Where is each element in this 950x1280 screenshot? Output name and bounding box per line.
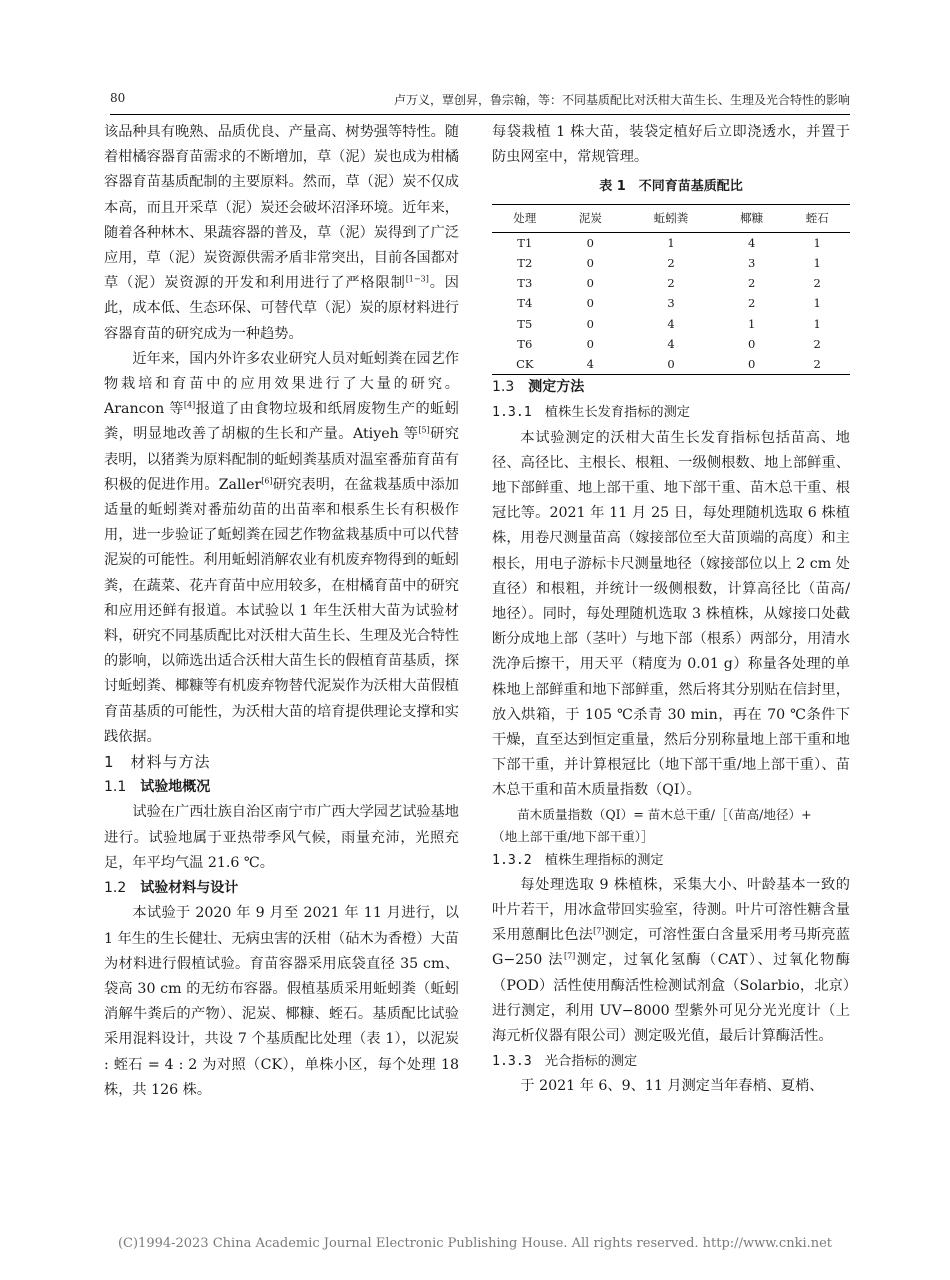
table-cell: 0 [586,336,594,351]
table-caption: 表 1 不同育苗基质配比 [599,179,743,195]
subsection-heading: 1.3 测定方法 [492,379,585,396]
table-cell: 0 [586,296,594,311]
paragraph: 每处理选取 9 株植株，采集大小、叶龄基本一致的叶片若干，用冰盒带回实验室，待测。叶片可溶性糖含量采用蒽酮比色法[7]测定，可溶性蛋白含量采用考马斯亮蓝 G−250 法[7]测定，过氧化氢酶（CAT）、过氧化物酶（POD）活性使用酶活性检测试剂盒（Solarbio，北京）进行测定，利用 UV−8000 型紫外可见分光光度计（上海元析仪器有限公司）测定吸光值，最后计算酶活性。 [492,876,850,1044]
table-row [492,273,850,293]
table-row [492,314,850,334]
table-header-cell: 蛭石 [784,204,850,232]
table-cell: T6 [517,336,533,351]
table-cell: T4 [517,296,533,311]
table-cell: 1 [813,256,821,271]
table-cell: 1 [667,235,675,250]
table-cell: T5 [517,316,533,331]
table-body [492,232,850,374]
table-row [492,334,850,354]
table-cell: 0 [747,336,756,351]
table-cell: 0 [586,235,594,250]
header-rule [110,114,850,115]
table-cell: 0 [623,354,719,375]
subsection-heading: 1.1 试验地概况 [104,779,211,796]
formula: 苗木质量指数（QI）= 苗木总干重/［（苗高/地径）+ [517,806,812,822]
left-column [104,120,459,1103]
table-header-cell: 泥炭 [558,204,624,232]
running-title: 卢万义，覃创昇，鲁宗翰，等：不同基质配比对沃柑大苗生长、生理及光合特性的影响 [393,93,850,107]
paragraph: 本试验测定的沃柑大苗生长发育指标包括苗高、地径、高径比、主根长、根粗、一级侧根数、地上部鲜重、地下部鲜重、地上部干重、地下部干重、苗木总干重、根冠比等。2021 年 11 月 25 日，每处理随机选取 6 株植株，用卷尺测量苗高（嫁接部位至大苗顶端的高度）和主根长，用电子游标卡尺测量地径（嫁接部位以上 2 cm 处直径）和根粗，并统计一级侧根数，计算高径比（苗高/地径）。同时，每处理随机选取 3 株植株，从嫁接口处截断分成地上部（茎叶）与地下部（根系）两部分，用清水洗净后擦干，用天平（精度为 0.01 g）称量各处理的单株地上部鲜重和地下部鲜重，然后将其分别贴在信封里，放入烘箱，于 105 ℃杀青 30 min，再在 70 ℃条件下干燥，直至达到恒定重量，然后分别称量地上部干重和地下部干重，并计算根冠比（地下部干重/地上部干重）、苗木总干重和苗木质量指数（QI）。 [492,429,850,799]
table-row [492,232,850,253]
paragraph: 每袋栽植 1 株大苗，装袋定植好后立即浇透水，并置于防虫网室中，常规管理。 [492,124,850,166]
copyright-footer: (C)1994-2023 China Academic Journal Electronic Publishing House. All rights reserved. http://www.cnki.net [117,1236,833,1251]
table-header-cell: 蚯蚓粪 [623,204,719,232]
subsubsection-heading: 1.3.2 植株生理指标的测定 [492,852,664,868]
table-cell: 1 [747,316,756,331]
table-cell: 0 [719,354,785,375]
paragraph: 该品种具有晚熟、品质优良、产量高、树势强等特性。随着柑橘容器育苗需求的不断增加，草（泥）炭也成为柑橘容器育苗基质配制的主要原料。然而，草（泥）炭不仅成本高，而且开采草（泥）炭还会破坏沼泽环境。近年来，随着各种林木、果蔬容器的普及，草（泥）炭得到了广泛应用，草（泥）炭资源供需矛盾非常突出，目前各国都对草（泥）炭资源的开发和利用进行了严格限制[1−3]。因此，成本低、生态环保、可替代草（泥）炭的原材料进行容器育苗的研究成为一种趋势。 [104,124,459,342]
table-cell: 2 [747,276,756,291]
table-cell: 2 [813,276,821,291]
table-cell: 3 [747,256,756,271]
table-cell: T2 [517,256,533,271]
table-header-row [492,204,850,232]
table-cell: T3 [517,276,533,291]
table-cell: 1 [813,296,821,311]
table-cell: 4 [747,235,756,250]
subsubsection-heading: 1.3.3 光合指标的测定 [492,1054,638,1070]
paragraph: 试验在广西壮族自治区南宁市广西大学园艺试验基地进行。试验地属于亚热带季风气候，雨量充沛，光照充足，年平均气温 21.6 ℃。 [104,804,459,871]
table-cell: 2 [667,256,675,271]
table-cell: T1 [517,235,533,250]
table-cell: 2 [784,354,850,375]
table-cell: 1 [813,235,821,250]
table-cell: 0 [586,276,594,291]
formula-continued: （地上部干重/地下部干重）］ [492,828,654,844]
table-cell: 4 [667,316,675,331]
table-cell: 2 [813,336,821,351]
table-cell: 2 [667,276,675,291]
running-header [110,91,850,113]
subsubsection-heading: 1.3.1 植株生长发育指标的测定 [492,405,690,421]
paragraph: 于 2021 年 6、9、11 月测定当年春梢、夏梢、 [520,1078,824,1095]
paragraph: 近年来，国内外许多农业研究人员对蚯蚓粪在园艺作物栽培和育苗中的应用效果进行了大量的研究。Arancon 等[4]报道了由食物垃圾和纸屑废物生产的蚯蚓粪，明显地改善了胡椒的生长和产量。Atiyeh 等[5]研究表明，以猪粪为原料配制的蚯蚓粪基质对温室番茄育苗有积极的促进作用。Zaller[6]研究表明，在盆栽基质中添加适量的蚯蚓粪对番茄幼苗的出苗率和根系生长有积极作用，进一步验证了蚯蚓粪在园艺作物盆栽基质中可以代替泥炭的可能性。利用蚯蚓消解农业有机废弃物得到的蚯蚓粪，在蔬菜、花卉育苗中应用较多，在柑橘育苗中的研究和应用还鲜有报道。本试验以 1 年生沃柑大苗为试验材料，研究不同基质配比对沃柑大苗生长、生理及光合特性的影响，以筛选出适合沃柑大苗生长的假植育苗基质，探讨蚯蚓粪、椰糠等有机废弃物替代泥炭作为沃柑大苗假植育苗基质的可能性，为沃柑大苗的培育提供理论支撑和实践依据。 [104,350,459,745]
table-header-cell: 椰糠 [719,204,785,232]
page-number: 80 [110,91,126,105]
table-cell: 0 [586,316,594,331]
table-cell: 0 [586,256,594,271]
table-row [492,354,850,375]
section-heading: 1 材料与方法 [104,753,211,772]
table-row [492,293,850,313]
paragraph: 本试验于 2020 年 9 月至 2021 年 11 月进行，以 1 年生的生长健壮、无病虫害的沃柑（砧木为香橙）大苗为材料进行假植试验。育苗容器采用底袋直径 35 cm、袋高 30 cm 的无纺布容器。假植基质采用蚯蚓粪（蚯蚓消解牛粪后的产物）、泥炭、椰糠、蛭石。基质配比试验采用混料设计，共设 7 个基质配比处理（表 1），以泥炭 : 蛭石 = 4 : 2 为对照（CK），单株小区，每个处理 18 株，共 126 株。 [104,905,459,1098]
substrate-ratio-table [492,204,850,376]
table-cell: 3 [667,296,675,311]
right-column [492,120,850,1100]
table-cell: 2 [747,296,756,311]
table-cell: CK [492,354,558,375]
table-cell: 4 [558,354,624,375]
subsection-heading: 1.2 试验材料与设计 [104,880,239,897]
table-row [492,253,850,273]
table-header-cell: 处理 [492,204,558,232]
table-cell: 4 [667,336,675,351]
table-cell: 1 [813,316,821,331]
